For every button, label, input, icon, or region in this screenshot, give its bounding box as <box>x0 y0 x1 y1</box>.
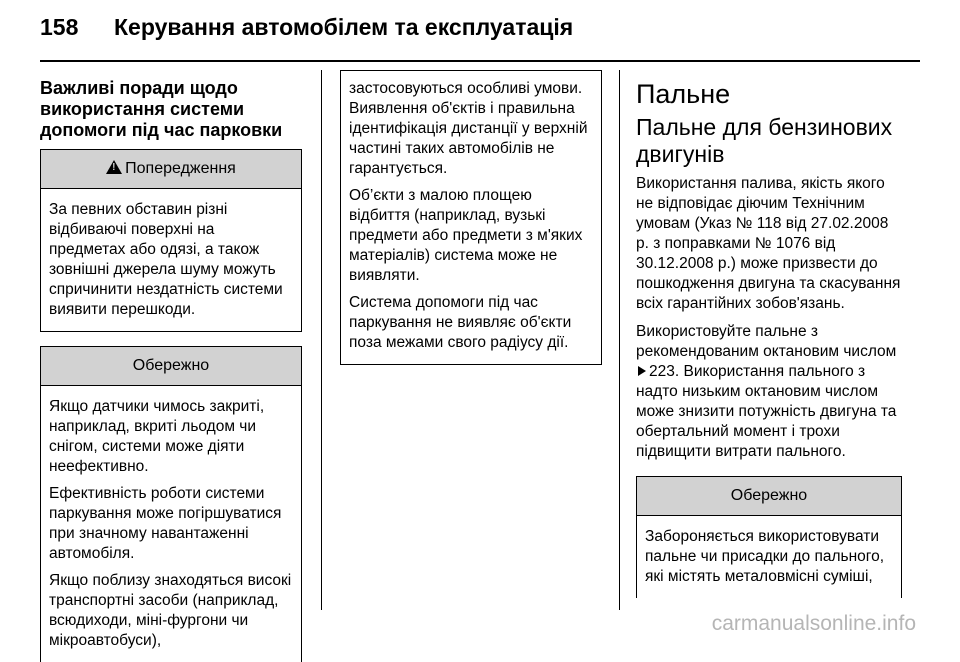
caution-box-continued <box>340 70 602 365</box>
watermark: carmanualsonline.info <box>711 612 916 635</box>
column-divider-2 <box>619 70 620 610</box>
column-1 <box>40 70 302 662</box>
section-heading: Важливі поради щодо використання системи допомоги під час парковки <box>40 78 283 140</box>
column-3 <box>636 70 902 598</box>
page-number: 158 <box>40 14 79 40</box>
warning-box <box>40 149 302 332</box>
page-reference-icon <box>638 366 646 376</box>
caution-box-header <box>41 347 301 386</box>
warning-box-body <box>41 189 301 331</box>
caution-text: Якщо датчики чимось закриті, наприклад, вкриті льодом чи снігом, системи може діяти неефективно. <box>49 398 265 475</box>
header-rule <box>40 60 920 62</box>
column-divider-1 <box>321 70 322 610</box>
caution-text: Забороняється використовувати пальне чи присадки до пального, які містять металовмісні суміші, <box>645 528 885 585</box>
warning-box-header <box>41 150 301 189</box>
warning-box-title: Попередження <box>125 160 236 177</box>
page-title: Керування автомобілем та експлуатація <box>114 14 574 40</box>
page-reference[interactable]: 223 <box>649 363 675 380</box>
fuel-paragraph-1: Використання палива, якість якого не відповідає діючим Технічним умовам (Указ № 118 від 27.02.2008 р. з поправками № 1076 від 30.12.2008 р.) може призвести до пошкодження двигуна та скасування всіх гарантійних зобов'язань. <box>636 175 901 312</box>
caution-box-body <box>41 386 301 662</box>
caution-text: Об’єкти з малою площею відбиття (наприклад, вузькі предмети або предмети з м'яких матеріалів) система може не виявляти. <box>349 187 583 284</box>
column-2 <box>340 70 602 365</box>
caution-box-continued-body <box>341 71 601 364</box>
caution-box-header <box>637 477 901 516</box>
caution-text: Система допомоги під час паркування не виявляє об'єкти поза межами свого радіусу дії. <box>349 294 572 351</box>
fuel-paragraph-2: Використовуйте пальне з рекомендованим октановим числом 223. Використання пального з надто низьким октановим числом може знизити потужність двигуна та обертальний момент і трохи підвищити витрати пального. <box>636 323 897 460</box>
section-title: Пальне <box>636 79 731 109</box>
caution-box-title: Обережно <box>730 487 808 504</box>
warning-text: За певних обставин різні відбиваючі поверхні на предметах або одязі, а також зовнішні джерела шуму можуть спричинити нездатність системи виявити перешкоди. <box>49 201 283 318</box>
caution-box <box>40 346 302 662</box>
warning-triangle-icon <box>106 160 122 174</box>
caution-box <box>636 476 902 598</box>
caution-box-body <box>637 516 901 598</box>
caution-text: Ефективність роботи системи паркування може погіршуватися при значному навантаженні автомобіля. <box>49 485 282 562</box>
caution-text: Якщо поблизу знаходяться високі транспортні засоби (наприклад, всюдиходи, міні-фургони чи мікроавтобуси), <box>49 572 292 649</box>
caution-text: застосовуються особливі умови. Виявлення об'єктів і правильна ідентифікація дистанції у верхній частині таких автомобілів не гарантується. <box>349 80 588 177</box>
caution-box-title: Обережно <box>132 357 210 374</box>
subsection-title: Пальне для бензинових двигунів <box>636 114 893 167</box>
